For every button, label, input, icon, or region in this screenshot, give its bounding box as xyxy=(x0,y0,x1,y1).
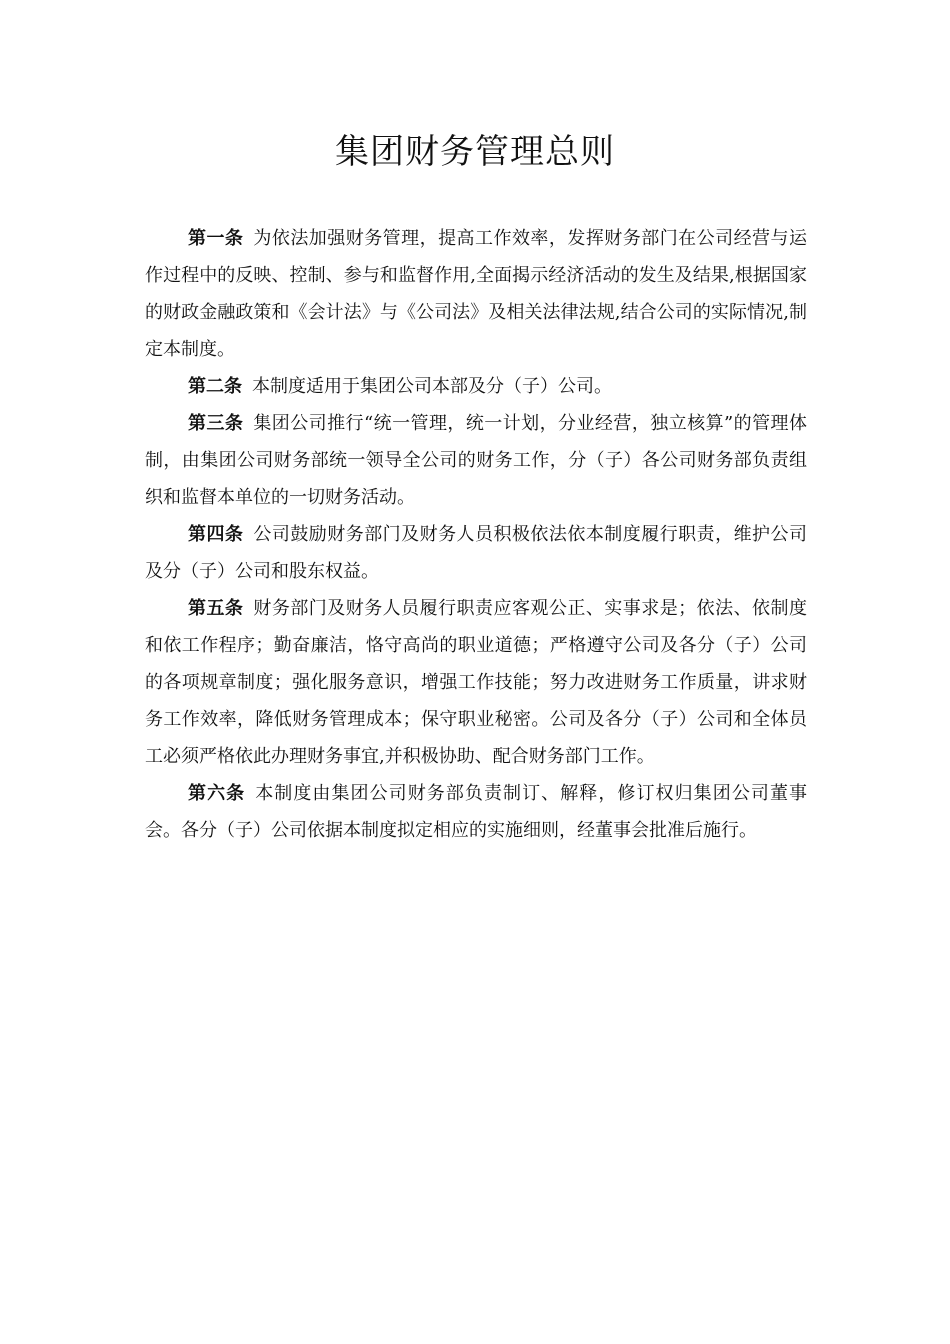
article-2-text: 本制度适用于集团公司本部及分（子）公司。 xyxy=(252,376,612,397)
article-2-label: 第二条 xyxy=(188,376,242,397)
article-1-text: 为依法加强财务管理，提高工作效率，发挥财务部门在公司经营与运作过程中的反映、控制、参与和监督作用,全面揭示经济活动的发生及结果,根据国家的财政金融政策和《会计法》与《公司法》及相关法律法规,结合公司的实际情况,制定本制度。 xyxy=(145,228,807,360)
document-title: 集团财务管理总则 xyxy=(335,132,615,172)
article-5-text: 财务部门及财务人员履行职责应客观公正、实事求是；依法、依制度和依工作程序；勤奋廉洁，恪守高尚的职业道德；严格遵守公司及各分（子）公司的各项规章制度；强化服务意识，增强工作技能；努力改进财务工作质量，讲求财务工作效率，降低财务管理成本；保守职业秘密。公司及各分（子）公司和全体员工必须严格依此办理财务事宜,并积极协助、配合财务部门工作。 xyxy=(145,598,807,767)
article-5-label: 第五条 xyxy=(188,598,244,619)
article-6 xyxy=(145,775,807,849)
article-5 xyxy=(145,590,807,775)
article-6-label: 第六条 xyxy=(188,783,246,804)
article-4 xyxy=(145,516,807,590)
article-1 xyxy=(145,220,807,368)
article-2 xyxy=(145,368,807,405)
article-3-text: 集团公司推行“统一管理，统一计划，分业经营，独立核算”的管理体制，由集团公司财务部统一领导全公司的财务工作，分（子）各公司财务部负责组织和监督本单位的一切财务活动。 xyxy=(145,413,807,508)
article-4-text: 公司鼓励财务部门及财务人员积极依法依本制度履行职责，维护公司及分（子）公司和股东权益。 xyxy=(145,524,807,582)
article-3 xyxy=(145,405,807,516)
document-body xyxy=(145,220,807,849)
article-4-label: 第四条 xyxy=(188,524,244,545)
article-3-label: 第三条 xyxy=(188,413,244,434)
article-6-text: 本制度由集团公司财务部负责制订、解释，修订权归集团公司董事会。各分（子）公司依据本制度拟定相应的实施细则，经董事会批准后施行。 xyxy=(145,783,808,841)
article-1-label: 第一条 xyxy=(188,228,244,249)
